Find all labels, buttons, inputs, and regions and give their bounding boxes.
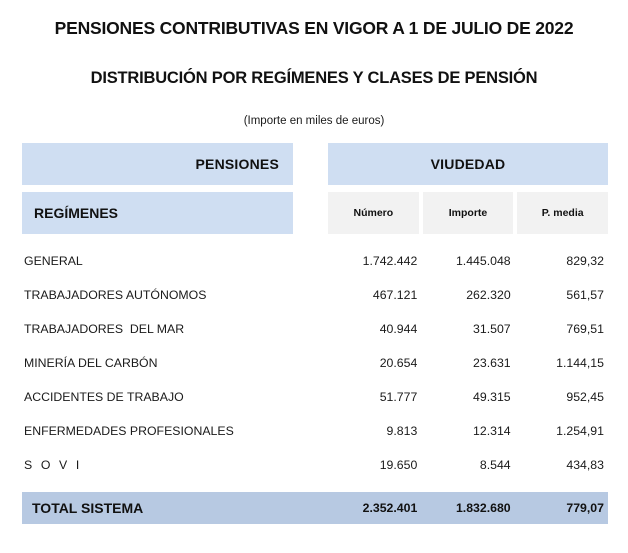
page-title: PENSIONES CONTRIBUTIVAS EN VIGOR A 1 DE JULIO DE 2022 (54, 18, 574, 38)
cell-numero-value: 467.121 (372, 288, 418, 302)
row-values (328, 448, 608, 482)
cell-importe (421, 312, 514, 346)
cell-importe (421, 346, 514, 380)
table-body (0, 244, 628, 482)
row-label: TRABAJADORES AUTÓNOMOS (24, 288, 207, 302)
column-header-pmedia (517, 192, 608, 234)
total-cell-numero (328, 492, 421, 524)
row-values (328, 312, 608, 346)
total-pmedia-value: 779,07 (566, 501, 604, 515)
cell-pmedia (515, 244, 608, 278)
table-row (0, 380, 628, 414)
row-values (328, 380, 608, 414)
cell-pmedia-value: 1.144,15 (556, 356, 604, 370)
cell-pmedia-value: 1.254,91 (556, 424, 604, 438)
cell-numero (328, 312, 421, 346)
total-cell-pmedia (515, 492, 608, 524)
row-label: TRABAJADORES DEL MAR (24, 322, 185, 336)
cell-numero-value: 51.777 (379, 390, 418, 404)
row-label-cell (22, 380, 293, 414)
column-header-importe (423, 192, 514, 234)
column-header-regimenes-label: REGÍMENES (34, 205, 119, 221)
group-header-pensiones-label: PENSIONES (195, 156, 279, 172)
table-row (0, 346, 628, 380)
cell-numero (328, 380, 421, 414)
cell-pmedia (515, 414, 608, 448)
row-label: ACCIDENTES DE TRABAJO (24, 390, 184, 404)
column-header-importe-label: Importe (448, 207, 488, 219)
column-header-numero (328, 192, 419, 234)
row-label: ENFERMEDADES PROFESIONALES (24, 424, 234, 438)
total-cell-importe (421, 492, 514, 524)
row-values (328, 244, 608, 278)
cell-importe (421, 244, 514, 278)
cell-importe-value: 8.544 (479, 458, 511, 472)
cell-importe-value: 12.314 (473, 424, 511, 438)
row-label-cell (22, 346, 293, 380)
title-block (0, 0, 628, 127)
row-label-cell (22, 278, 293, 312)
cell-numero (328, 244, 421, 278)
page-subtitle: DISTRIBUCIÓN POR REGÍMENES Y CLASES DE PENSIÓN (90, 69, 538, 87)
table-total-row (0, 492, 628, 524)
cell-numero-value: 1.742.442 (362, 254, 418, 268)
cell-pmedia-value: 561,57 (566, 288, 604, 302)
row-values (328, 278, 608, 312)
cell-pmedia (515, 448, 608, 482)
row-values (328, 346, 608, 380)
table-row (0, 448, 628, 482)
cell-importe (421, 448, 514, 482)
cell-pmedia-value: 829,32 (566, 254, 604, 268)
cell-importe-value: 1.445.048 (455, 254, 511, 268)
cell-numero (328, 414, 421, 448)
table-row (0, 312, 628, 346)
cell-pmedia (515, 312, 608, 346)
units-note: (Importe en miles de euros) (243, 114, 385, 127)
cell-importe (421, 278, 514, 312)
total-numero-value: 2.352.401 (362, 501, 418, 515)
cell-numero-value: 40.944 (379, 322, 418, 336)
row-label: S O V I (24, 458, 82, 472)
cell-pmedia-value: 769,51 (566, 322, 604, 336)
column-headers-group (328, 192, 608, 234)
row-label: MINERÍA DEL CARBÓN (24, 356, 158, 370)
total-values (328, 492, 608, 524)
cell-importe-value: 262.320 (466, 288, 511, 302)
table-row (0, 278, 628, 312)
cell-numero-value: 9.813 (386, 424, 418, 438)
table-row (0, 414, 628, 448)
column-header-pmedia-label: P. media (541, 207, 584, 219)
cell-numero (328, 448, 421, 482)
table-column-header-row (0, 192, 628, 234)
cell-importe (421, 414, 514, 448)
cell-importe-value: 31.507 (473, 322, 511, 336)
row-label: GENERAL (24, 254, 83, 268)
group-header-viudedad (328, 143, 608, 185)
cell-numero (328, 278, 421, 312)
cell-pmedia (515, 278, 608, 312)
column-header-numero-label: Número (353, 207, 394, 219)
row-label-cell (22, 448, 293, 482)
pensions-table (0, 143, 628, 524)
group-header-viudedad-label: VIUDEDAD (430, 156, 506, 172)
total-importe-value: 1.832.680 (455, 501, 511, 515)
group-header-pensiones (22, 143, 293, 185)
cell-numero-value: 20.654 (379, 356, 418, 370)
total-label: TOTAL SISTEMA (32, 500, 144, 516)
cell-pmedia-value: 434,83 (566, 458, 604, 472)
table-row (0, 244, 628, 278)
cell-importe-value: 49.315 (473, 390, 511, 404)
cell-pmedia-value: 952,45 (566, 390, 604, 404)
row-label-cell (22, 414, 293, 448)
cell-numero-value: 19.650 (379, 458, 418, 472)
table-group-header-row (0, 143, 628, 185)
cell-pmedia (515, 380, 608, 414)
row-label-cell (22, 312, 293, 346)
total-label-cell (22, 492, 143, 524)
cell-importe (421, 380, 514, 414)
row-label-cell (22, 244, 293, 278)
column-header-regimenes (22, 192, 293, 234)
row-values (328, 414, 608, 448)
cell-numero (328, 346, 421, 380)
cell-importe-value: 23.631 (473, 356, 511, 370)
cell-pmedia (515, 346, 608, 380)
